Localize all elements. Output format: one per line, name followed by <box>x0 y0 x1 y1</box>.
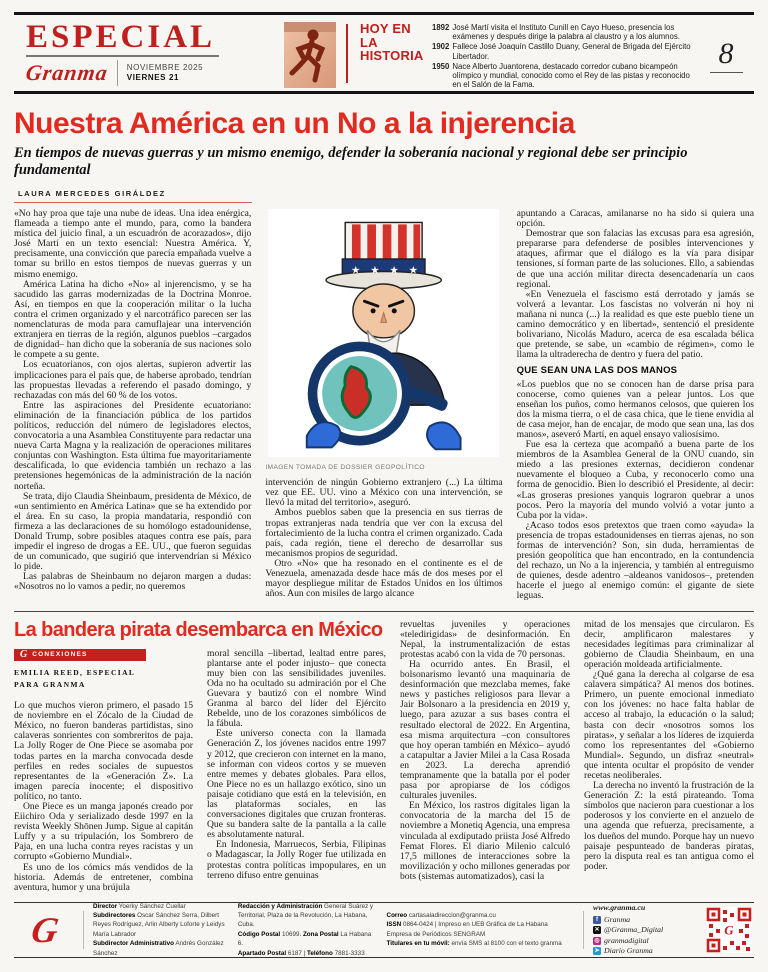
second-byline: EMILIA REED, ESPECIAL PARA GRANMA <box>14 667 136 690</box>
section-title: ESPECIAL <box>26 22 219 57</box>
main-article-columns <box>14 209 754 602</box>
today-in-history-label: HOY EN LA HISTORIA <box>360 21 424 64</box>
main-byline: LAURA MERCEDES GIRÁLDEZ <box>14 189 252 203</box>
brand-row <box>26 60 276 86</box>
image-caption: IMAGEN TOMADA DE DOSSIER GEOPOLÍTICO <box>265 464 425 472</box>
history-text: José Martí visita el Instituto Cunill en Cayo Hueso, presencia los exámenes y después dirige la palabra al claustro y a los alumnos. <box>452 23 680 42</box>
weekday-date: VIERNES 21 <box>126 73 180 83</box>
granma-g-logo: G <box>28 909 62 950</box>
paragraph: La derecha no inventó la frustración de la Generación Z: la está pirateando. Toma símbolos que nacieron para cuestionar a los poderosos y los convierte en el anzuelo de una agenda que refuerza, precisamente, a los dueños del mundo. Porque hay un nuevo paisaje pespunteado de banderas piratas, pero la disputa real es tan antigua como el poder. <box>584 780 755 872</box>
instagram-handle: granmadigital <box>604 935 649 945</box>
paragraph: Ambos pueblos saben que la presencia en sus tierras de tropas extranjeras nada tendría que ver con la excusa del fortalecimiento de la lucha contra el crimen organizado. Cada país, cada región, tiene el derecho de desarrollar sus mecanismos propios de seguridad. <box>265 507 503 559</box>
paragraph: Otro «No» que ha resonado en el continente es el de Venezuela, amenazada desde hace más de dos meses por el mayor despliegue militar de Estados Unidos en los últimos años. Aun con misiles de largo alcance <box>265 557 503 600</box>
history-year: 1902 <box>432 42 450 52</box>
history-item <box>432 62 694 90</box>
footer-line: Código Postal 10699. Zona Postal La Habana 6. <box>237 930 372 948</box>
granma-g-icon: G <box>20 648 28 660</box>
article2-column-3 <box>400 620 570 893</box>
paragraph: revueltas juveniles y operaciones «teledirigidas» de desinformación. En Nepal, la instrumentalización de estas protestas acabó con la vida de 70 personas. <box>400 618 570 660</box>
footer-line: Director Yoerky Sánchez Cuellar <box>93 902 186 910</box>
paragraph: Ha ocurrido antes. En Brasil, el bolsonarismo levantó una maquinaria de desinformación que mezclaba memes, fake news y pastiches religiosos para llevar a Jair Bolsonaro a la presidencia en 2019 y, luego, para azuzar a sus bases contra el resultado electoral de 2022. En Argentina, esa misma arquitectura –con consultores que hoy operan también en México– ayudó a catapultar a Javier Milei a la Casa Rosada en 2023. La derecha aprendió tempranamente que la batalla por el poder pasa por apropiarse de los códigos culturales juveniles. <box>400 658 570 802</box>
footer <box>14 902 754 958</box>
facebook-icon: f <box>593 916 601 924</box>
social-row <box>593 936 697 947</box>
telegram-handle: Diario Granma <box>604 946 653 956</box>
footer-line: Apartado Postal 6187 | Teléfono 7881-3333 <box>237 949 365 957</box>
social-block <box>593 903 697 957</box>
second-article-left <box>14 620 386 893</box>
masthead-left <box>24 19 276 86</box>
paragraph: Demostrar que son falacias las excusas para esa agresión, prepararse para defenderse de posibles intervenciones y ataques, afirmar que el diálogo es la vía para disipar tensiones, sí forman parte de las soluciones. Ello, a sabiendas de que una acción militar directa desencadenaría un caos regional. <box>516 228 754 290</box>
qr-code <box>706 907 752 953</box>
staff-block <box>93 902 229 959</box>
footer-line: Subdirectores Oscar Sánchez Serra, Dilbert Reyes Rodríguez, Arlin Alberty Loforte y Leidys María Labrador <box>93 911 225 938</box>
red-divider <box>346 24 348 83</box>
social-row <box>593 915 697 926</box>
footer-line: Redacción y Administración General Suárez y Territorial, Plaza de la Revolución, La Habana, Cuba. <box>237 902 374 929</box>
history-item <box>432 23 694 41</box>
article-column-3 <box>517 209 754 602</box>
svg-text:★: ★ <box>351 264 361 277</box>
paragraph: intervención de ningún Gobierno extranjero (...) La última vez que EE. UU. vino a México con una intervención, se llevó la mitad del territorio», aseguró. <box>265 477 503 509</box>
svg-text:★: ★ <box>389 264 400 277</box>
divider <box>583 911 584 949</box>
date-block <box>127 63 203 85</box>
paragraph: mitad de los mensajes que circularon. Es decir, amplificaron malestares y necesidades legítimas para criminalizar al gobierno de Claudia Sheinbaum, en una operación moldeada artificialmente. <box>584 618 754 670</box>
paragraph: ¿Qué gana la derecha al colgarse de esa calavera simpática? Al menos dos botines. Primero, un puente emocional inmediato con los jóvenes: no hace falta hablar de acceso al trabajo, la educación o la salud; basta con decir «nosotros somos los piratas», y señalar a los líderes de izquierda como los representantes del «Gobierno Mundial». Segundo, un disfraz «neutral» que intenta ocultar el propósito de vender recetas neoliberales. <box>584 669 754 781</box>
main-headline: Nuestra América en un No a la injerencia <box>14 107 575 140</box>
article-subhead: QUE SEAN UNA LAS DOS MANOS <box>516 365 678 377</box>
second-article-inner-columns <box>14 649 386 893</box>
article-column-2 <box>265 209 502 602</box>
page-number: 8 <box>702 37 750 71</box>
uncle-sam-figure <box>265 209 502 473</box>
history-text: Nace Alberto Juantorena, destacado corredor cubano bicampeón olímpico y mundial, conocido como el Rey de las pistas y reconocido en el Salón de la Fama. <box>452 61 690 90</box>
paragraph: «En Venezuela el fascismo está derrotado y jamás se volverá a levantar. Los fascistas no volverán ni hoy ni mañana ni nunca (...) la realidad es que este pueblo tiene un camino democrático y en libertad», sentenció el presidente bolivariano, Nicolás Maduro, acerca de esa escalada bélica que pretende, se sabe, un «cambio de régimen», como le llama la ultraderecha de dentro y fuera del patio. <box>516 288 754 361</box>
granma-logo: Granma <box>24 60 110 86</box>
twitter-handle: @Granma_Digital <box>604 925 664 935</box>
paragraph: One Piece es un manga japonés creado por Eiichiro Oda y serializado desde 1997 en la revista Weekly Shōnen Jump. Sigue al capitán Luffy y a su tripulación, los Sombrero de Paja, en una lucha contra reyes racistas y un corrupto «Gobierno Mundial». <box>14 801 193 863</box>
divider <box>83 911 84 949</box>
divider <box>117 60 118 86</box>
paragraph: «No hay proa que taje una nube de ideas. Una idea enérgica, flameada a tiempo ante el mundo, para, como la bandera mística del juicio final, a un escuadrón de acorazados», dijo José Martí en un texto esencial: Nuestra América. Y, precisamente, una convicción que parecía empañada vuelve a tomar su brillo en estos tiempos de nuevas guerras y un mismo enemigo. <box>14 208 252 280</box>
kicker-bar <box>14 649 146 661</box>
uncle-sam-illustration <box>265 209 502 457</box>
footer-line: Correo cartasaladireccion@granma.cu <box>386 911 496 919</box>
contact-block <box>387 911 575 949</box>
history-year: 1892 <box>432 23 450 32</box>
paragraph: América Latina ha dicho «No» al injerencismo, y se ha sacudido las garras modernizadas de la Doctrina Monroe. Así, en tiempos en que la cooperación militar o la lucha contra el crimen organizado y el narcotráfico parecen ser las nomenclaturas de moda para camuflajear una intervención extranjera en tierras de la región, algunos pueblos –cargados de dignidad– han dicho que la soberanía de sus naciones solo le compete a su gente. <box>14 278 252 361</box>
history-items <box>432 22 694 90</box>
telegram-icon: ➤ <box>594 948 600 955</box>
twitter-x-icon: ✕ <box>594 927 600 934</box>
paragraph: Este universo conecta con la llamada Generación Z, los jóvenes nacidos entre 1997 y 2012, que crecieron con internet en la mano, se informan con videos cortos y se mueven entre memes y debates globales. Para ellos, One Piece no es un hallazgo exótico, sino un paisaje cotidiano que está en la televisión, en las plataformas sociales, en las conversaciones digitales que cruzan fronteras. Que su bandera salte de la pantalla a la calle es absolutamente natural. <box>207 728 386 841</box>
svg-text:★: ★ <box>370 264 381 277</box>
paragraph: En Indonesia, Marruecos, Serbia, Filipinas o Madagascar, la Jolly Roger fue utilizada en protestas contra políticas impopulares, en un terreno difuso entre genuinas <box>207 839 386 881</box>
article2-column-2 <box>207 649 386 893</box>
footer-line: ISSN 0864-0424 | Impreso en UEB Gráfica de La Habana Empresa de Periódicos SENGRAM <box>386 921 548 938</box>
facebook-handle: Granma <box>604 914 631 924</box>
history-item <box>432 42 694 60</box>
history-year: 1950 <box>432 61 450 71</box>
second-headline: La bandera pirata desembarca en México <box>14 618 383 641</box>
history-text: Fallece José Joaquín Castillo Duany, General de Brigada del Ejército Libertador. <box>452 42 691 61</box>
svg-text:★: ★ <box>408 264 419 277</box>
section-divider <box>14 611 754 612</box>
paragraph: apuntando a Caracas, amilanarse no ha sido si quiera una opción. <box>516 208 754 230</box>
paragraph: En México, los rastros digitales ligan la convocatoria de la marcha del 15 de noviembre a Monetiq Agencia, una empresa vinculada al exdiputado priista José Alfredo Femat Flores. El diario Milenio calculó 17,5 millones de interacciones sobre la movilización y ocho millones generadas por bots (sistemas automatizados), casi la <box>400 800 570 882</box>
social-row <box>593 925 697 936</box>
paragraph: moral sencilla –libertad, lealtad entre pares, plantarse ante el poder injusto– que conecta muy bien con las sensibilidades juveniles. Oda no ha ocultado su admiración por el Che Guevara y bautizó con el nombre Wind Granma al barco del líder del Ejército Rebelde, uno de los corazones simbólicos de la fábula. <box>207 647 386 730</box>
paragraph: ¿Acaso todos esos pretextos que traen como «ayuda» la presencia de tropas estadounidenses en tierras ajenas, no son formas de intervención? Son, sin duda, herramientas de presión geopolítica que han encontrado, en la contundencia del rechazo, un No a la injerencia, y también al entreguismo de quienes, desde adentro –aldeanos vanidosos–, pretenden hacerle el juego al enemigo común: el gigante de siete leguas. <box>516 519 754 602</box>
paragraph: Los ecuatorianos, con ojos alertas, supieron advertir las implicaciones para el país que, de haberse aprobado, tendrían las propuestas llevadas a referendo el pasado domingo, y rechazadas con más del 60 % de los votos. <box>14 359 252 401</box>
paragraph: Las palabras de Sheinbaum no dejaron margen a dudas: «Nosotros no lo vamos a pedir, no queremos <box>14 571 252 593</box>
paragraph: Fue esa la certeza que acompañó a buena parte de los miembros de la Asamblea General de la ONU cuando, sin miedo a las presiones externas, decidieron condenar nuevamente el bloqueo a Cuba, y reconocerlo como una forma de genocidio. Bien lo describió el Presidente, al decir: «Las groseras presiones yanquis lograron quebrar a unos pocos. Pero la mayoría del mundo volvió a votar junto a Cuba por la vida». <box>516 439 754 521</box>
footer-line: Titulares en tu móvil: envía SMS al 8100 con el texto granma <box>386 940 562 948</box>
address-block <box>238 902 378 959</box>
main-deck: En tiempos de nuevas guerras y un mismo enemigo, defender la soberanía nacional y regional debe ser principio fundamental <box>14 145 688 178</box>
runner-photo <box>284 22 336 88</box>
paragraph: Entre las aspiraciones del Presidente ecuatoriano: eliminación de la financiación pública de los partidos políticos, reducción del número de legisladores electos, convocatoria a una Asamblea Constituyente para redactar una nueva Carta Magna y la realización de operaciones militares conjuntas con Washington. Esta última fue mayoritariamente descalificada, lo que evidencia también un rechazo a las pretensiones hegemónicas de la administración de la nación norteña. <box>14 399 252 492</box>
second-article <box>14 620 754 893</box>
paragraph: Lo que muchos vieron primero, el pasado 15 de noviembre en el Zócalo de la Ciudad de México, no fueron banderas partidistas, sino calaveras sonrientes con sombreritos de paja. La Jolly Roger de One Piece se asomaba por todas partes en la marcha convocada desde perfiles en redes sociales de supuestos representantes de la «Generación Z». La imagen parecía inocente; el dispositivo político, no tanto. <box>14 700 193 802</box>
month-year: NOVIEMBRE 2025 <box>126 62 204 72</box>
footer-line: Subdirector Administrativo Andrés González Sánchez <box>93 940 224 957</box>
website-url: www.granma.cu <box>593 903 646 913</box>
masthead <box>14 12 754 94</box>
instagram-icon: ◎ <box>594 937 600 944</box>
article2-column-4 <box>584 620 754 893</box>
svg-text:G: G <box>724 922 734 938</box>
paragraph: Se trata, dijo Claudia Sheinbaum, presidenta de México, de «un sentimiento en América Latina» que se ha extendido por el área. En su caso, la propia mandataria, respondió con firmeza a las declaraciones de su homólogo estadounidense, Donald Trump, sobre posibles ataques contra ese país, para impedir el ingreso de drogas a EE. UU., que fueron seguidas de un comunicado, que sugirió que intervendrían si México lo pide. <box>14 490 252 573</box>
article2-column-1 <box>14 649 193 893</box>
social-row <box>593 946 697 957</box>
kicker-label: CONEXIONES <box>32 650 88 658</box>
paragraph: Es uno de los cómics más vendidos de la historia. Además de entretener, combina aventura, humor y una brújula <box>14 861 193 893</box>
paragraph: «Los pueblos que no se conocen han de darse prisa para conocerse, como quienes van a pelear juntos. Los que enseñan los puños, como hermanos celosos, que quieren los dos la misma tierra, o el de casa chica, que le tiene envidia al de casa mejor, han de encajar, de modo que sean una, las dos manos», aseveró Martí, en aquel ensayo valiosísimo. <box>516 378 754 440</box>
article-column-1 <box>14 209 251 602</box>
